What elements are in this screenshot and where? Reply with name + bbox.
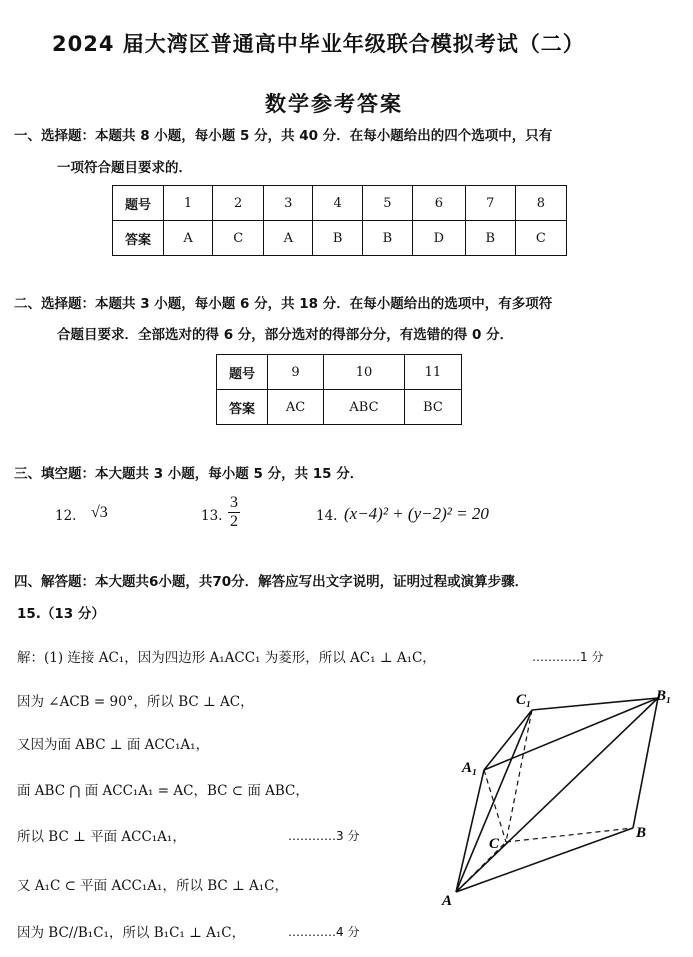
label-a: A	[442, 893, 453, 909]
table-row-answers	[113, 221, 567, 256]
solution-line: 所以 BC ⊥ 平面 ACC₁A₁，	[17, 829, 186, 845]
label-c1: C₁	[516, 692, 532, 708]
table-cell: 5	[363, 186, 413, 221]
exam-title: 2024 届大湾区普通高中毕业年级联合模拟考试（二）	[52, 32, 585, 56]
edge-a1-c1	[484, 710, 532, 770]
table-cell: D	[412, 221, 465, 256]
edge-a-a1	[456, 770, 484, 892]
page-subtitle: 数学参考答案	[265, 92, 403, 116]
section2-line2: 合题目要求．全部选对的得 6 分，部分选对的得部分分，有选错的得 0 分．	[57, 327, 514, 343]
table-header-cell: 答案	[217, 390, 268, 425]
section1-line1: 一、选择题：本题共 8 小题，每小题 5 分，共 40 分．在每小题给出的四个选项中，只有	[14, 128, 553, 144]
table-cell: 9	[268, 355, 324, 390]
table-cell: 6	[412, 186, 465, 221]
table-cell: 3	[264, 186, 313, 221]
section3-line1: 三、填空题：本大题共 3 小题，每小题 5 分，共 15 分．	[14, 466, 364, 482]
label-b: B	[636, 825, 647, 841]
solution-line: 解：(1) 连接 AC₁，因为四边形 A₁ACC₁ 为菱形，所以 AC₁ ⊥ A₁C，	[17, 650, 436, 666]
label-b1: B₁	[656, 688, 672, 704]
solution-line: 因为 ∠ACB = 90°，所以 BC ⊥ AC，	[17, 694, 254, 710]
table-cell: 4	[313, 186, 363, 221]
section1-line2: 一项符合题目要求的．	[57, 160, 192, 176]
answer-table-1	[112, 185, 567, 256]
q13-denominator: 2	[230, 513, 238, 530]
table-cell: 8	[515, 186, 566, 221]
label-a1: A₁	[462, 760, 478, 776]
table-cell: A	[264, 221, 313, 256]
score-mark: …………3 分	[288, 829, 360, 843]
table-cell: AC	[268, 390, 324, 425]
q14-number: 14.	[316, 508, 338, 524]
table-cell: B	[363, 221, 413, 256]
table-cell: 11	[404, 355, 461, 390]
edge-c1-b1	[532, 698, 658, 710]
q13-numerator: 3	[230, 494, 238, 511]
edge-a-b1	[456, 698, 658, 892]
q15-header: 15.（13 分）	[17, 606, 105, 622]
table-cell: 1	[164, 186, 213, 221]
prism-figure	[440, 680, 680, 910]
score-mark: …………4 分	[288, 925, 360, 939]
table-row-numbers	[217, 355, 462, 390]
solution-line: 面 ABC ⋂ 面 ACC₁A₁ = AC，BC ⊂ 面 ABC，	[17, 783, 309, 799]
q12-answer: √3	[91, 504, 108, 521]
score-mark: …………1 分	[532, 650, 604, 664]
table-cell: C	[515, 221, 566, 256]
label-c: C	[489, 836, 500, 852]
table-cell: C	[213, 221, 264, 256]
table-header-cell: 答案	[113, 221, 164, 256]
table-cell: 7	[465, 186, 515, 221]
table-cell: B	[313, 221, 363, 256]
table-cell: BC	[404, 390, 461, 425]
q13-fraction	[228, 494, 240, 531]
edge-a1-b1	[484, 698, 658, 770]
solution-line: 又 A₁C ⊂ 平面 ACC₁A₁，所以 BC ⊥ A₁C，	[17, 878, 289, 894]
solution-line: 又因为面 ABC ⊥ 面 ACC₁A₁，	[17, 737, 210, 753]
answer-table-2	[216, 354, 462, 425]
solution-line: 因为 BC//B₁C₁，所以 B₁C₁ ⊥ A₁C，	[17, 925, 246, 941]
edge-a-c1	[456, 710, 532, 892]
table-cell: ABC	[324, 390, 405, 425]
section2-line1: 二、选择题：本题共 3 小题，每小题 6 分，共 18 分．在每小题给出的选项中，有多项符	[14, 296, 553, 312]
table-cell: 2	[213, 186, 264, 221]
table-cell: 10	[324, 355, 405, 390]
q14-answer: (x−4)² + (y−2)² = 20	[344, 504, 489, 523]
table-row-answers	[217, 390, 462, 425]
q12-number: 12.	[55, 508, 77, 524]
table-cell: A	[164, 221, 213, 256]
table-header-cell: 题号	[113, 186, 164, 221]
table-header-cell: 题号	[217, 355, 268, 390]
q13-number: 13.	[201, 508, 223, 524]
section4-line1: 四、解答题：本大题共6小题，共70分．解答应写出文字说明，证明过程或演算步骤．	[14, 574, 529, 590]
table-cell: B	[465, 221, 515, 256]
table-row-numbers	[113, 186, 567, 221]
